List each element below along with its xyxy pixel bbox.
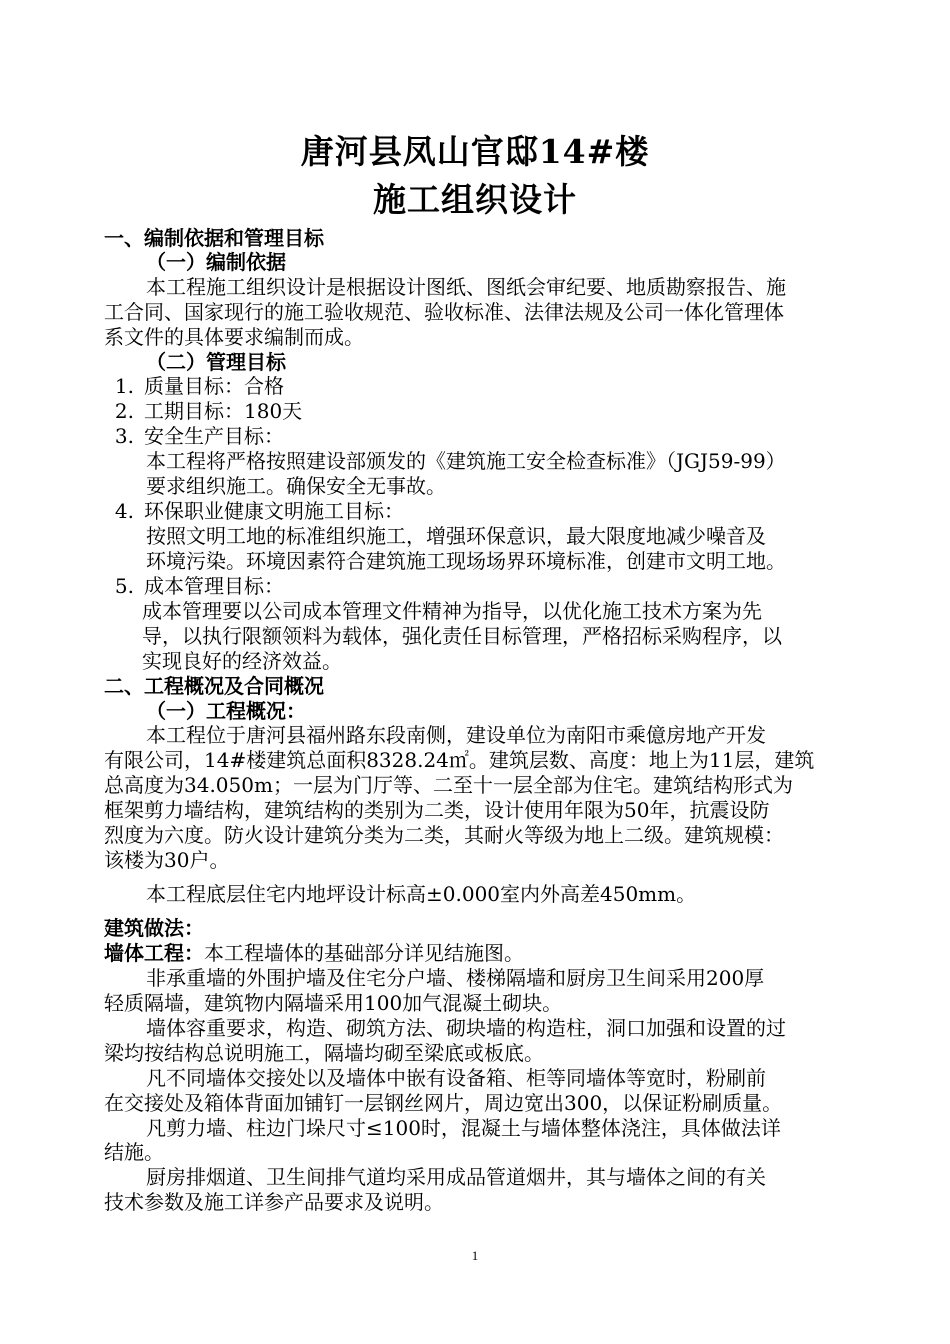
paragraph-line: 厨房排烟道、卫生间排气道均采用成品管道烟井，其与墙体之间的有关 — [146, 1165, 766, 1189]
paragraph-line: 本工程施工组织设计是根据设计图纸、图纸会审纪要、地质勘察报告、施 — [146, 275, 786, 299]
paragraph-line: 环境污染。环境因素符合建筑施工现场场界环境标准，创建市文明工地。 — [146, 549, 786, 573]
list-number: 1. — [114, 374, 134, 398]
list-item-text: 环保职业健康文明施工目标： — [144, 499, 404, 523]
paragraph-line: 该楼为30户。 — [104, 848, 230, 872]
paragraph-line: 有限公司，14#楼建筑总面积8328.24㎡。建筑层数、高度：地上为11层，建筑 — [104, 748, 815, 772]
paragraph-line: 烈度为六度。防火设计建筑分类为二类，其耐火等级为地上二级。建筑规模： — [104, 823, 784, 847]
subsection-heading-basis: （一）编制依据 — [146, 250, 286, 274]
document-subtitle: 施工组织设计 — [373, 180, 577, 219]
list-item-text: 成本管理目标： — [144, 574, 284, 598]
list-item-schedule — [104, 399, 302, 423]
section-heading-2: 二、工程概况及合同概况 — [104, 674, 324, 698]
paragraph-line: 墙体容重要求，构造、砌筑方法、砌块墙的构造柱，洞口加强和设置的过 — [146, 1016, 786, 1040]
paragraph-line — [104, 941, 524, 965]
list-number: 2. — [114, 399, 134, 423]
page-number: 1 — [471, 1248, 479, 1263]
paragraph-line: 框架剪力墙结构，建筑结构的类别为二类，设计使用年限为50年，抗震设防 — [104, 798, 770, 822]
document-title: 唐河县凤山官邸14#楼 — [300, 132, 650, 171]
paragraph-line: 非承重墙的外围护墙及住宅分户墙、楼梯隔墙和厨房卫生间采用200厚 — [146, 966, 765, 990]
paragraph-line: 结施。 — [104, 1140, 164, 1164]
paragraph-line: 凡剪力墙、柱边门垛尺寸≤100时，混凝土与墙体整体浇注，具体做法详 — [146, 1116, 781, 1140]
paragraph-line: 本工程将严格按照建设部颁发的《建筑施工安全检查标准》（JGJ59-99） — [146, 449, 786, 473]
subsection-heading-overview: （一）工程概况： — [146, 699, 306, 723]
list-item-environment — [104, 499, 404, 523]
paragraph-line: 本工程位于唐河县福州路东段南侧，建设单位为南阳市乘億房地产开发 — [146, 723, 766, 747]
list-item-text: 质量目标：合格 — [144, 374, 284, 398]
paragraph-line: 要求组织施工。确保安全无事故。 — [146, 474, 446, 498]
list-item-text: 安全生产目标： — [144, 424, 284, 448]
list-item-quality — [104, 374, 284, 398]
paragraph-line: 实现良好的经济效益。 — [142, 649, 342, 673]
list-item-text: 工期目标：180天 — [144, 399, 303, 423]
paragraph-line: 本工程底层住宅内地坪设计标高±0.000室内外高差450mm。 — [146, 882, 697, 906]
list-number: 5. — [114, 574, 134, 598]
subsection-heading-goals: （二）管理目标 — [146, 350, 286, 374]
paragraph-line: 梁均按结构总说明施工，隔墙均砌至梁底或板底。 — [104, 1041, 544, 1065]
list-number: 4. — [114, 499, 134, 523]
inline-heading-wall: 墙体工程： — [104, 941, 204, 965]
paragraph-line: 凡不同墙体交接处以及墙体中嵌有设备箱、柜等同墙体等宽时，粉刷前 — [146, 1066, 766, 1090]
inline-text: 本工程墙体的基础部分详见结施图。 — [204, 941, 524, 965]
paragraph-line: 轻质隔墙，建筑物内隔墙采用100加气混凝土砌块。 — [104, 991, 563, 1015]
heading-architecture: 建筑做法： — [104, 916, 204, 940]
paragraph-line: 技术参数及施工详参产品要求及说明。 — [104, 1190, 444, 1214]
paragraph-line: 成本管理要以公司成本管理文件精神为指导，以优化施工技术方案为先 — [142, 599, 762, 623]
paragraph-line: 工合同、国家现行的施工验收规范、验收标准、法律法规及公司一体化管理体 — [104, 300, 784, 324]
paragraph-line: 在交接处及箱体背面加铺钉一层钢丝网片，周边宽出300，以保证粉刷质量。 — [104, 1091, 783, 1115]
section-heading-1: 一、编制依据和管理目标 — [104, 226, 324, 250]
paragraph-line: 总高度为34.050m；一层为门厅等、二至十一层全部为住宅。建筑结构形式为 — [104, 773, 793, 797]
paragraph-line: 按照文明工地的标准组织施工，增强环保意识，最大限度地减少噪音及 — [146, 524, 766, 548]
list-number: 3. — [114, 424, 134, 448]
paragraph-line: 导，以执行限额领料为载体，强化责任目标管理，严格招标采购程序，以 — [142, 624, 782, 648]
paragraph-line: 系文件的具体要求编制而成。 — [104, 325, 364, 349]
list-item-cost — [104, 574, 284, 598]
list-item-safety — [104, 424, 284, 448]
